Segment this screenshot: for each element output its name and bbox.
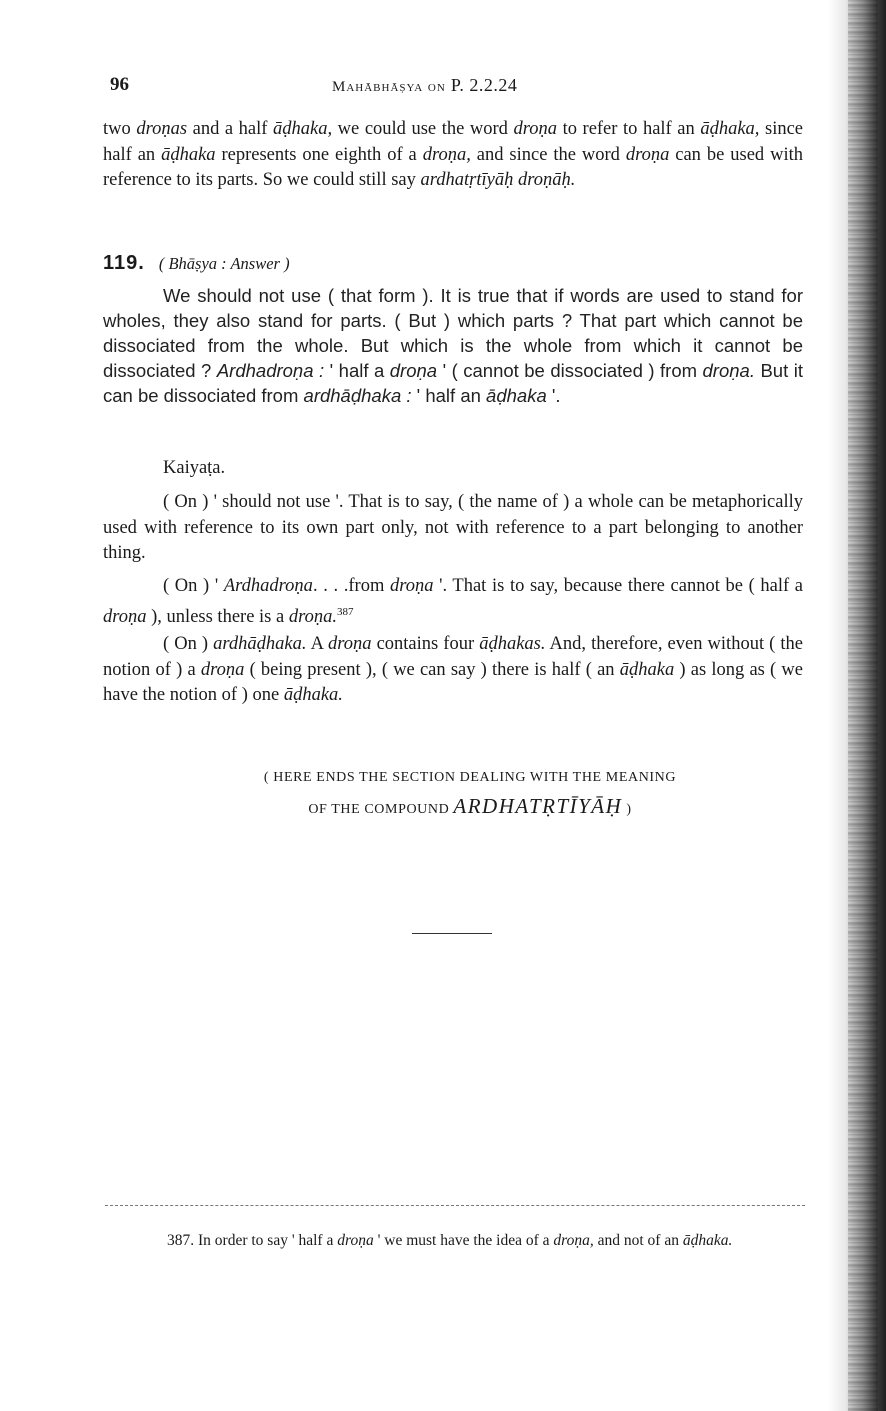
book-spine-texture <box>848 0 878 1411</box>
section-heading <box>103 252 290 275</box>
section-closing-note <box>120 764 820 824</box>
compound-title: ARDHATṚTĪYĀḤ <box>453 794 623 818</box>
running-head <box>332 75 517 96</box>
closing-line-1: ( HERE ENDS THE SECTION DEALING WITH THE MEANING <box>263 770 677 785</box>
footnote-separator <box>105 1205 805 1206</box>
paragraph-bhasya-answer: We should not use ( that form ). It is true that if words are used to stand for wholes, they also stand for parts. ( But ) which parts ? That part which cannot be dissociated from the whole. But which is the whole from which it cannot be dissociated ? Ardhadroṇa : ' half a droṇa ' ( cannot be dissociated ) from droṇa. But it can be dissociated from ardhāḍhaka : ' half an āḍhaka '. <box>103 285 803 406</box>
running-head-title: Mahābhāṣya on <box>332 79 446 95</box>
page-header <box>110 74 800 100</box>
page-number: 96 <box>110 74 129 95</box>
section-label: ( Bhāṣya : Answer ) <box>158 254 290 273</box>
running-head-reference: P. 2.2.24 <box>450 75 518 95</box>
section-number: 119. <box>103 252 145 274</box>
closing-line-2: OF THE COMPOUND ARDHATṚTĪYĀḤ ) <box>308 794 632 818</box>
footnote-reference: 387 <box>336 605 354 618</box>
paragraph-kaiyata-1: ( On ) ' should not use '. That is to say, ( the name of ) a whole can be metaphorically used with reference to its own part only, not with reference to a part belonging to another thing. <box>103 492 803 563</box>
paragraph-continuation: two droṇas and a half āḍhaka, we could use the word droṇa to refer to half an āḍhaka, since half an āḍhaka represents one eighth of a droṇa, and since the word droṇa can be used with reference to its parts. So we could still say ardhatṛtīyāḥ droṇāḥ. <box>103 119 804 190</box>
section-end-rule <box>412 933 492 934</box>
paragraph-kaiyata-2: ( On ) ' Ardhadroṇa. . . .from droṇa '. That is to say, because there cannot be ( half a droṇa ), unless there is a droṇa.$^{387}$ <box>103 576 804 627</box>
commentary-heading: Kaiyaṭa. <box>163 458 226 478</box>
footnote-387: 387. In order to say ' half a droṇa ' we must have the idea of a droṇa, and not of an āḍhaka. <box>167 1232 733 1249</box>
paragraph-kaiyata-3: ( On ) ardhāḍhaka. A droṇa contains four āḍhakas. And, therefore, even without ( the notion of ) a droṇa ( being present ), ( we can say ) there is half ( an āḍhaka ) as long as ( we have the notion of ) one āḍhaka. <box>103 634 803 705</box>
